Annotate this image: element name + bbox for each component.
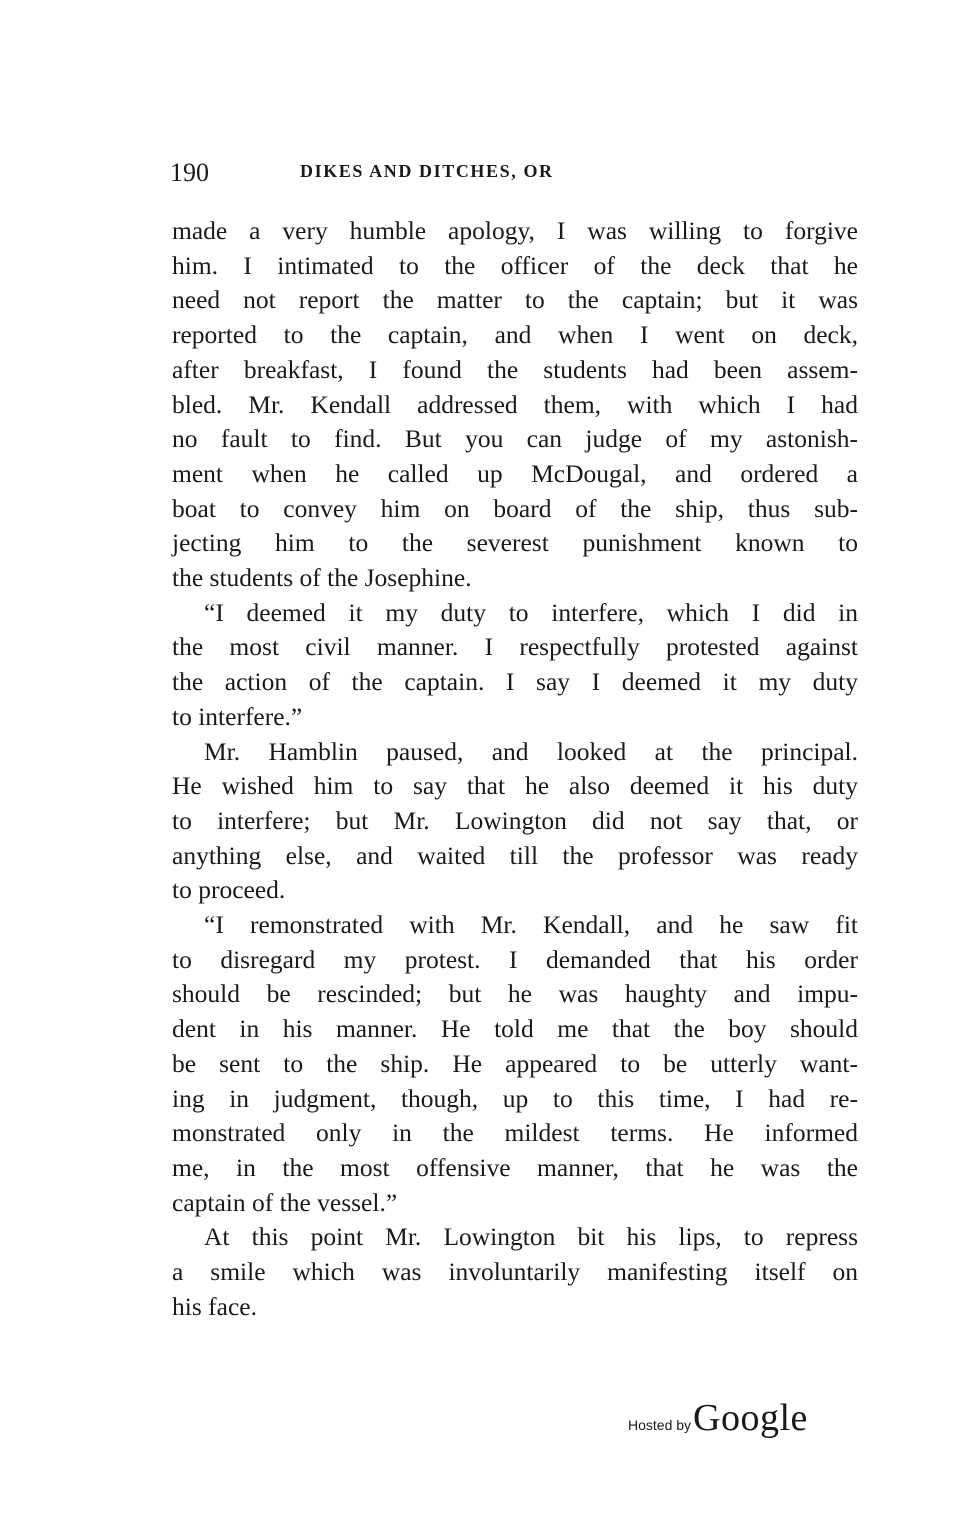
text-line: He wished him to say that he also deemed it his duty: [172, 771, 858, 801]
text-line: be sent to the ship. He appeared to be utterly want-: [172, 1048, 858, 1078]
text-line: made a very humble apology, I was willing to forgive: [172, 216, 858, 245]
text-line: need not report the matter to the captain; but it was: [172, 285, 858, 315]
text-line: the students of the Josephine.: [172, 563, 472, 592]
text-line: a smile which was involuntarily manifesting itself on: [172, 1257, 858, 1286]
text-line: “I deemed it my duty to interfere, which I did in: [204, 597, 858, 627]
text-line: to proceed.: [172, 875, 286, 905]
google-logo: Google: [693, 1397, 808, 1439]
hosted-by-google-watermark: [628, 1396, 808, 1440]
text-line: ment when he called up McDougal, and ordered a: [172, 458, 858, 488]
text-line: to disregard my protest. I demanded that his order: [172, 944, 858, 974]
text-line: At this point Mr. Lowington bit his lips, to repress: [204, 1222, 858, 1252]
text-line: reported to the captain, and when I went on deck,: [172, 320, 858, 350]
text-line: should be rescinded; but he was haughty and impu-: [172, 979, 858, 1009]
text-line: ing in judgment, though, up to this time, I had re-: [172, 1083, 858, 1113]
text-line: Mr. Hamblin paused, and looked at the principal.: [204, 736, 858, 766]
text-line: to interfere; but Mr. Lowington did not say that, or: [172, 805, 858, 835]
text-line: captain of the vessel.”: [172, 1187, 398, 1217]
running-title: DIKES AND DITCHES, OR: [300, 161, 554, 181]
text-line: “I remonstrated with Mr. Kendall, and he saw fit: [204, 910, 858, 939]
text-line: dent in his manner. He told me that the boy should: [172, 1014, 858, 1044]
text-line: to interfere.”: [172, 701, 303, 731]
text-line: the most civil manner. I respectfully protested against: [172, 632, 858, 662]
text-line: the action of the captain. I say I deemed it my duty: [172, 667, 858, 697]
text-line: his face.: [172, 1291, 257, 1321]
text-line: no fault to find. But you can judge of my astonish-: [172, 424, 858, 454]
text-line: monstrated only in the mildest terms. He informed: [172, 1118, 858, 1148]
text-line: anything else, and waited till the professor was ready: [172, 840, 858, 870]
text-line: him. I intimated to the officer of the deck that he: [172, 250, 858, 280]
text-line: after breakfast, I found the students had been assem-: [172, 354, 858, 384]
hosted-by-label: Hosted by: [628, 1417, 692, 1433]
text-line: jecting him to the severest punishment known to: [172, 528, 858, 558]
text-line: bled. Mr. Kendall addressed them, with which I had: [172, 389, 858, 419]
page-number: 190: [170, 158, 209, 187]
text-line: me, in the most offensive manner, that he was the: [172, 1152, 858, 1182]
text-line: boat to convey him on board of the ship, thus sub-: [172, 493, 858, 523]
